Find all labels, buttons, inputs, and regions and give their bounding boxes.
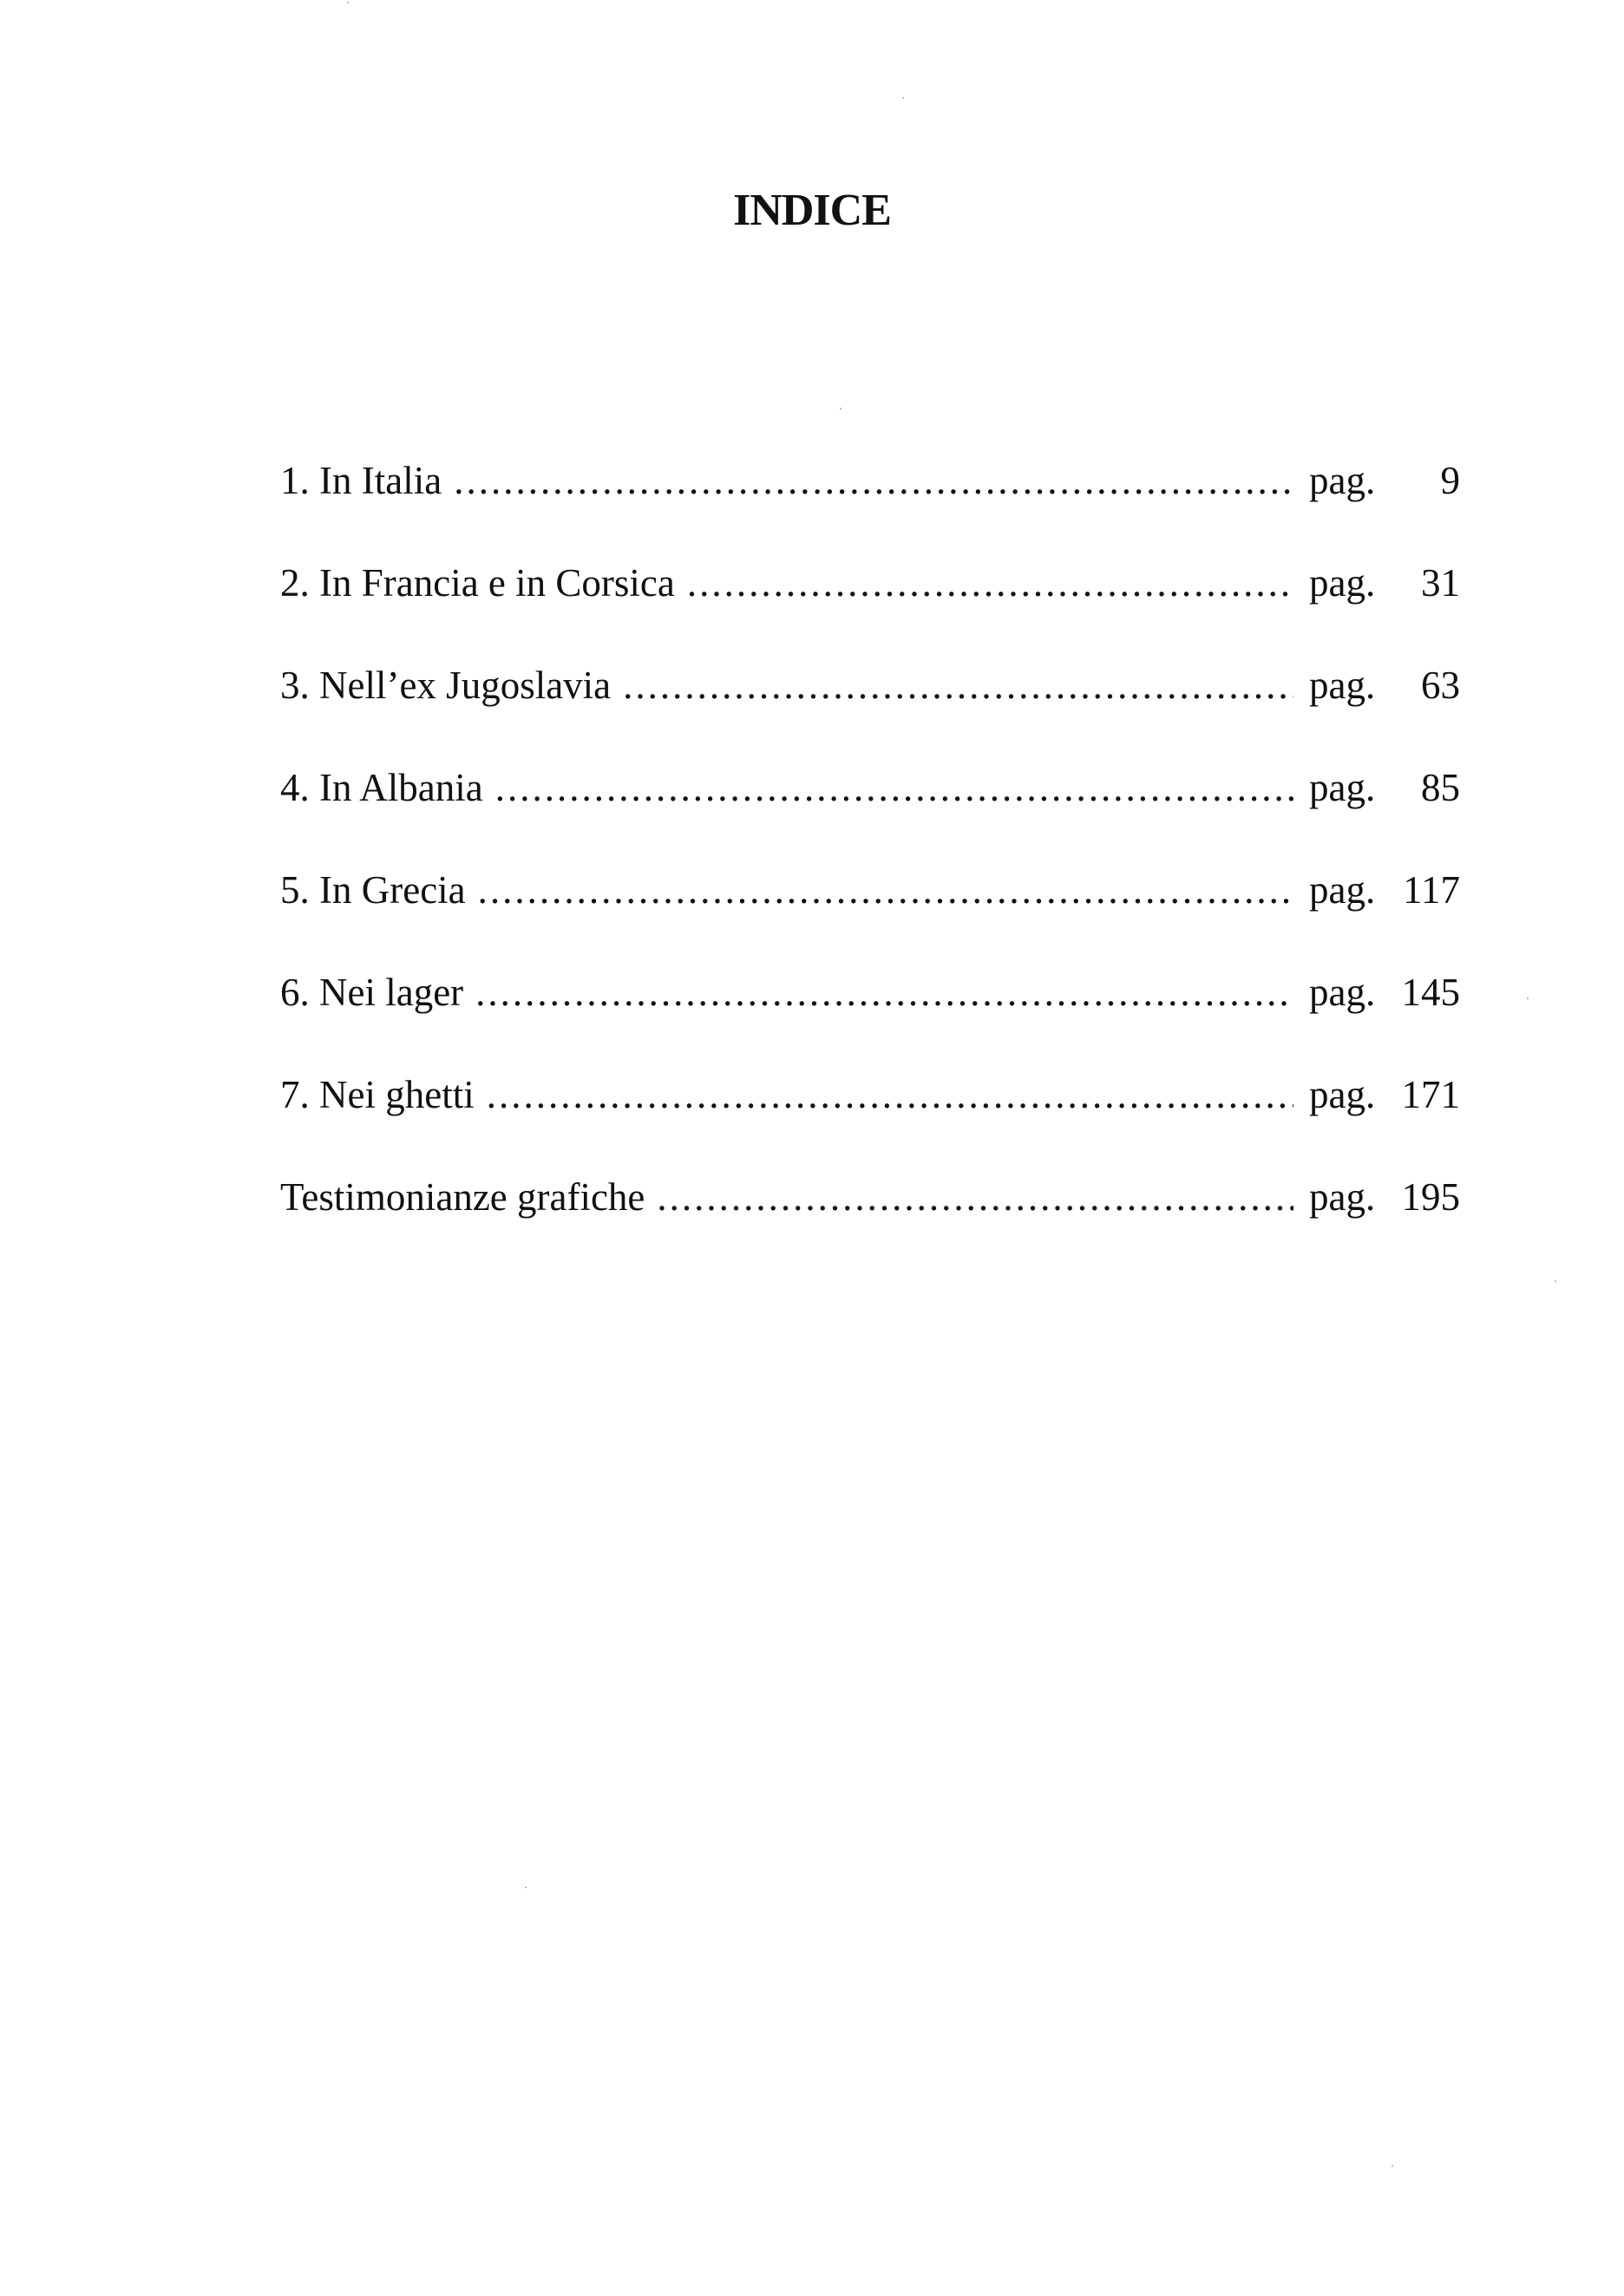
- scan-speck: [902, 97, 904, 99]
- toc-entry-page: [1309, 966, 1460, 1018]
- toc-entry-page: [1309, 864, 1460, 916]
- toc-page-number: 9: [1440, 459, 1460, 502]
- toc-dot-leader: [454, 455, 1293, 507]
- toc-entry-page: [1309, 557, 1460, 609]
- toc-dot-leader: [687, 557, 1293, 609]
- toc-entry-label: 3. Nell’ex Jugoslavia: [280, 664, 612, 707]
- toc-page-number: 63: [1421, 664, 1460, 707]
- toc-dot-leader: [478, 864, 1293, 916]
- scan-speck: [525, 1887, 527, 1888]
- toc-entry-page: [1309, 1171, 1460, 1223]
- scan-speck: [1392, 2165, 1393, 2167]
- toc-entry-page: [1309, 762, 1460, 814]
- toc-entry: [280, 1171, 1460, 1273]
- toc-page-number: 85: [1421, 766, 1460, 809]
- scan-speck: [1555, 1280, 1556, 1282]
- toc-entry-label: 6. Nei lager: [280, 971, 464, 1014]
- toc-dot-leader: [487, 1069, 1293, 1121]
- toc-entry-page: [1309, 659, 1460, 711]
- toc-entry-label: Testimonianze grafiche: [280, 1175, 645, 1219]
- toc-entry: [280, 966, 1460, 1069]
- toc-dot-leader: [657, 1171, 1293, 1223]
- scan-speck: [1527, 998, 1529, 999]
- toc-entry: [280, 762, 1460, 864]
- toc-page-number: 145: [1401, 971, 1460, 1014]
- toc-entry: [280, 455, 1460, 557]
- page-title: INDICE: [733, 185, 891, 235]
- toc-entry: [280, 557, 1460, 659]
- toc-entry-page: [1309, 455, 1460, 507]
- toc-dot-leader: [623, 659, 1293, 711]
- scan-speck: [347, 2, 349, 3]
- toc-page-prefix: pag.: [1309, 868, 1376, 912]
- toc-dot-leader: [495, 762, 1293, 814]
- toc-entry-page: [1309, 1069, 1460, 1121]
- toc-page-prefix: pag.: [1309, 1073, 1376, 1116]
- toc-page-prefix: pag.: [1309, 664, 1376, 707]
- toc-entry-label: 1. In Italia: [280, 459, 442, 502]
- toc-page-number: 31: [1421, 561, 1460, 605]
- toc-dot-leader: [475, 966, 1293, 1018]
- toc-entry-label: 5. In Grecia: [280, 868, 466, 912]
- toc-page-prefix: pag.: [1309, 561, 1376, 605]
- toc-entry-label: 2. In Francia e in Corsica: [280, 561, 675, 605]
- table-of-contents: [280, 455, 1460, 1273]
- toc-entry: [280, 1069, 1460, 1171]
- toc-entry-label: 7. Nei ghetti: [280, 1073, 475, 1116]
- toc-page-number: 171: [1401, 1073, 1460, 1116]
- toc-entry: [280, 864, 1460, 966]
- toc-entry: [280, 659, 1460, 762]
- toc-entry-label: 4. In Albania: [280, 766, 483, 809]
- toc-page-prefix: pag.: [1309, 971, 1376, 1014]
- scan-speck: [840, 408, 841, 409]
- toc-page-number: 195: [1401, 1175, 1460, 1219]
- toc-page-number: 117: [1403, 868, 1460, 912]
- toc-page-prefix: pag.: [1309, 1175, 1376, 1219]
- toc-page-prefix: pag.: [1309, 766, 1376, 809]
- toc-page-prefix: pag.: [1309, 459, 1376, 502]
